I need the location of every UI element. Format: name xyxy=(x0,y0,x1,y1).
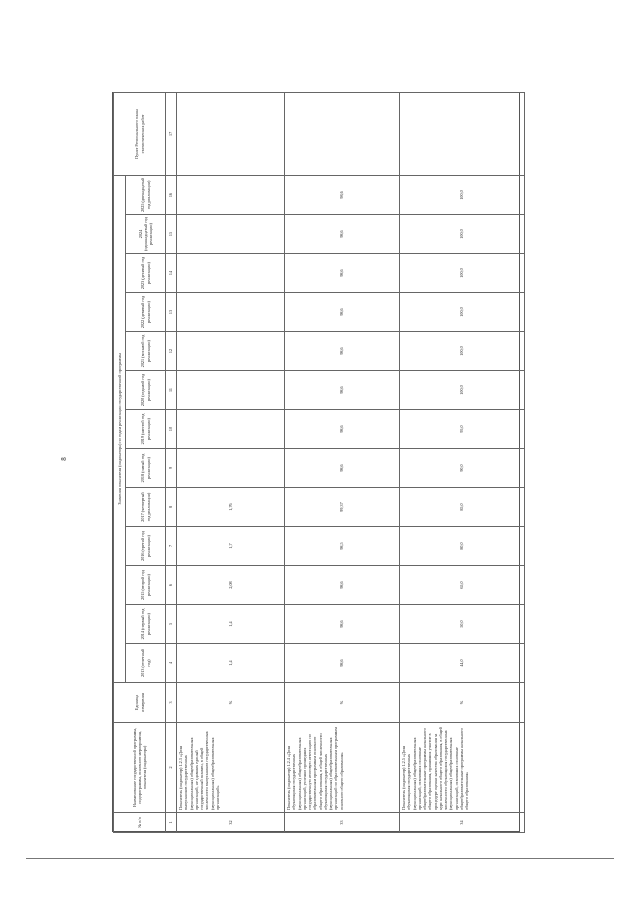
column-number: 14 xyxy=(166,254,177,293)
table-row xyxy=(285,92,400,832)
unit-cell: % xyxy=(285,683,400,723)
header-year: 2022 (девятый год реализации) xyxy=(126,293,166,332)
value-cell: 98,6 xyxy=(285,332,400,371)
header-year: 2015 (второй год реализации) xyxy=(126,566,166,605)
value-cell: 98,6 xyxy=(285,449,400,488)
indicator-name: Показатель (индикатор) 1.2.4 «Доля обучающихся государственных (муниципальных) общеобразовательных организаций, успешно прошедших государственную итоговую аттестацию по образовательным программам основного общего образования, в общей численности обучающихся государственных (муниципальных) общеобразовательных организаций по образовательным программам основного общего образования» xyxy=(285,723,400,813)
column-number: 6 xyxy=(166,566,177,605)
value-cell: 100,0 xyxy=(400,371,525,410)
value-cell: 100,0 xyxy=(400,175,525,214)
indicator-name: Показатель (индикатор) 1.2.5 «Доля обучающихся государственных (муниципальных) общеобразовательных организаций, освоивших основные общеобразовательные программы начального общего образования, принявших участие в процедуре оценки качества образования за курс начального общего образования, в общей численности обучающихся государственных (муниципальных) общеобразовательных организаций, освоивших основные общеобразовательные программы начального общего образования» xyxy=(400,723,525,813)
value-cell: 65,0 xyxy=(400,566,525,605)
value-cell: 50,0 xyxy=(400,605,525,644)
value-cell: 98,6 xyxy=(285,566,400,605)
column-number: 7 xyxy=(166,527,177,566)
column-number: 2 xyxy=(166,723,177,813)
value-cell: 98,6 xyxy=(285,175,400,214)
column-number: 8 xyxy=(166,488,177,527)
value-cell: 90,0 xyxy=(400,449,525,488)
column-number: 10 xyxy=(166,410,177,449)
value-cell: 44,0 xyxy=(400,644,525,683)
header-unit: Единица измерения xyxy=(114,683,166,723)
value-cell: 100,0 xyxy=(400,254,525,293)
value-cell: 95,0 xyxy=(400,410,525,449)
source-cell xyxy=(285,92,400,175)
header-num: № п/п xyxy=(114,813,166,833)
value-cell: 98,5 xyxy=(285,527,400,566)
value-cell: 100,0 xyxy=(400,293,525,332)
value-cell xyxy=(177,371,285,410)
column-number: 3 xyxy=(166,683,177,723)
value-cell: 99,37 xyxy=(285,488,400,527)
header-year: 2014 (первый год реализации) xyxy=(126,605,166,644)
table-row xyxy=(177,92,285,832)
unit-cell: % xyxy=(400,683,525,723)
header-name: Наименование государственной программы, подпрограммы, основного мероприятия, показателя (индикатора) xyxy=(114,723,166,813)
value-cell: 1,4 xyxy=(177,644,285,683)
value-cell xyxy=(177,293,285,332)
column-number: 11 xyxy=(166,371,177,410)
column-number-row xyxy=(166,92,177,832)
column-number: 9 xyxy=(166,449,177,488)
column-number: 15 xyxy=(166,215,177,254)
indicator-table-frame xyxy=(112,92,520,832)
value-cell xyxy=(177,449,285,488)
source-cell xyxy=(177,92,285,175)
value-cell: 98,6 xyxy=(285,215,400,254)
header-year: 2024 (одиннадцатый год реализации) xyxy=(126,215,166,254)
value-cell xyxy=(177,175,285,214)
value-cell xyxy=(177,215,285,254)
column-number: 13 xyxy=(166,293,177,332)
unit-cell: % xyxy=(177,683,285,723)
indicator-name: Показатель (индикатор) 1.2.3 «Доля выпускников государственных (муниципальных) общеобразовательных организаций, не сдавших единый государственный экзамен, в общей численности выпускников государственных (муниципальных) общеобразовательных организаций» xyxy=(177,723,285,813)
header-source: Пункт Регионального плана статистических работ xyxy=(114,92,166,175)
header-year: 2018 (пятый год реализации) xyxy=(126,449,166,488)
header-year: 2019 (шестой год реализации) xyxy=(126,410,166,449)
value-cell: 80,0 xyxy=(400,527,525,566)
value-cell: 2,08 xyxy=(177,566,285,605)
bottom-divider xyxy=(26,858,614,859)
source-cell xyxy=(400,92,525,175)
column-number: 16 xyxy=(166,175,177,214)
value-cell: 100,0 xyxy=(400,215,525,254)
header-year: 2020 (седьмой год реализации) xyxy=(126,371,166,410)
table-row xyxy=(400,92,525,832)
value-cell: 98,6 xyxy=(285,254,400,293)
header-year: 2023 (десятый год реализации) xyxy=(126,254,166,293)
value-cell: 98,6 xyxy=(285,371,400,410)
header-year: 2021 (восьмой год реализации) xyxy=(126,332,166,371)
row-number: 33 xyxy=(285,813,400,833)
value-cell: 1,4 xyxy=(177,605,285,644)
value-cell: 98,6 xyxy=(285,644,400,683)
row-number: 34 xyxy=(400,813,525,833)
value-cell: 1,7 xyxy=(177,527,285,566)
header-year: 2025 (двенадцатый год реализации) xyxy=(126,175,166,214)
header-year: 2016 (третий год реализации) xyxy=(126,527,166,566)
indicator-table xyxy=(113,92,525,833)
value-cell xyxy=(177,410,285,449)
column-number: 12 xyxy=(166,332,177,371)
value-cell xyxy=(177,332,285,371)
value-cell: 100,0 xyxy=(400,332,525,371)
value-cell: 98,6 xyxy=(285,293,400,332)
header-row-group xyxy=(114,92,126,832)
header-years-group: Значения показателя (индикатора) по годам реализации государственной программы xyxy=(114,175,126,682)
column-number: 5 xyxy=(166,605,177,644)
value-cell: 85,0 xyxy=(400,488,525,527)
column-number: 1 xyxy=(166,813,177,833)
row-number: 32 xyxy=(177,813,285,833)
header-year: 2017 (четвертый год реализации) xyxy=(126,488,166,527)
value-cell: 98,6 xyxy=(285,410,400,449)
value-cell xyxy=(177,254,285,293)
value-cell: 98,6 xyxy=(285,605,400,644)
value-cell: 1,76 xyxy=(177,488,285,527)
rotated-table-container xyxy=(113,93,521,833)
column-number: 4 xyxy=(166,644,177,683)
header-year: 2013 (отчетный год) xyxy=(126,644,166,683)
page-number: 8 xyxy=(59,457,68,461)
column-number: 17 xyxy=(166,92,177,175)
